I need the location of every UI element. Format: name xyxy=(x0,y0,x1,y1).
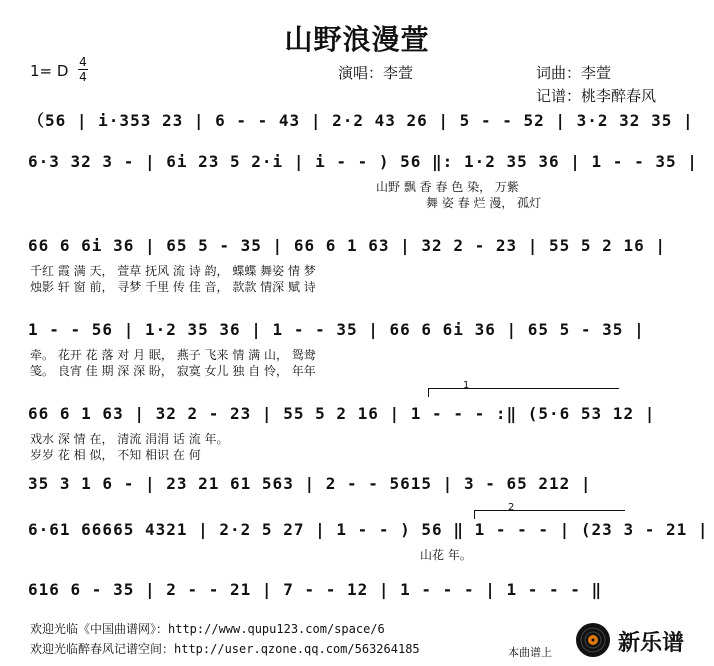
brand-prefix: 本曲谱上 xyxy=(508,646,552,659)
lyric-row-5-verse-2: 岁岁 花 相 似， 不知 相识 在 何 xyxy=(30,448,201,462)
vinyl-record-icon xyxy=(575,622,611,658)
volta-bracket-2 xyxy=(474,510,625,519)
volta-2-label: 2 xyxy=(508,502,515,513)
time-signature-top: 4 xyxy=(79,55,87,69)
lyric-row-3-verse-1: 千红 霞 满 天， 萱草 抚风 流 诗 韵， 蝶蝶 舞姿 情 梦 xyxy=(30,264,316,278)
volta-1-label: 1 xyxy=(463,380,470,391)
time-signature-bottom: 4 xyxy=(79,70,87,84)
lyric-row-2-verse-2: 舞 姿 春 烂 漫， 孤灯 xyxy=(426,196,542,210)
key-signature: 1= D xyxy=(30,62,69,80)
brand-name: 新乐谱 xyxy=(618,631,685,656)
score-row-8: 616 6 - 35 | 2 - - 21 | 7 - - 12 | 1 - - - | 1 - - - ‖ xyxy=(28,580,603,599)
footer-link-2[interactable]: 欢迎光临醉春风记谱空间：http://user.qzone.qq.com/563264185 xyxy=(30,642,420,656)
score-row-6: 35 3 1 6 - | 23 21 61 563 | 2 - - 5615 | 3 - 65 212 | xyxy=(28,474,592,493)
score-row-7: 6·61 66665 4321 | 2·2 5 27 | 1 - - ) 56 ‖ 1 - - - | (23 3 - 21 | xyxy=(28,520,709,539)
score-row-4: 1 - - 56 | 1·2 35 36 | 1 - - 35 | 66 6 6i 36 | 65 5 - 35 | xyxy=(28,320,645,339)
score-row-3: 66 6 6i 36 | 65 5 - 35 | 66 6 1 63 | 32 2 - 23 | 55 5 2 16 | xyxy=(28,236,666,255)
volta-bracket-1 xyxy=(428,388,619,397)
lyric-row-3-verse-2: 烛影 轩 窗 前， 寻梦 千里 传 佳 音， 款款 情深 赋 诗 xyxy=(30,280,316,294)
lyric-row-4-verse-1: 牵。 花开 花 落 对 月 眠， 燕子 飞来 情 满 山， 鸳鸯 xyxy=(30,348,316,362)
lyric-row-2-verse-1: 山野 飘 香 春 色 染， 万紫 xyxy=(376,180,519,194)
lyric-row-4-verse-2: 笺。 良宵 佳 期 深 深 盼， 寂寞 女儿 独 自 怜， 年年 xyxy=(30,364,316,378)
score-row-5: 66 6 1 63 | 32 2 - 23 | 55 5 2 16 | 1 - - - :‖ (5·6 53 12 | xyxy=(28,404,656,423)
composer-credit: 词曲：李萱 xyxy=(536,64,612,82)
time-signature xyxy=(78,56,88,83)
score-row-2: 6·3 32 3 - | 6i 23 5 2·i | i - - ) 56 ‖: 1·2 35 36 | 1 - - 35 | xyxy=(28,152,698,171)
footer-link-1[interactable]: 欢迎光临《中国曲谱网》：http://www.qupu123.com/space/6 xyxy=(30,622,385,636)
song-title: 山野浪漫萱 xyxy=(284,23,430,56)
singer-credit: 演唱：李萱 xyxy=(338,64,414,82)
score-row-1: （56 | i·353 23 | 6 - - 43 | 2·2 43 26 | 5 - - 52 | 3·2 32 35 | xyxy=(28,111,694,130)
lyric-row-7: 山花 年。 xyxy=(420,548,472,562)
transcriber-credit: 记谱：桃李醉春风 xyxy=(536,87,657,105)
lyric-row-5-verse-1: 戏水 深 情 在， 清流 涓涓 话 流 年。 xyxy=(30,432,229,446)
